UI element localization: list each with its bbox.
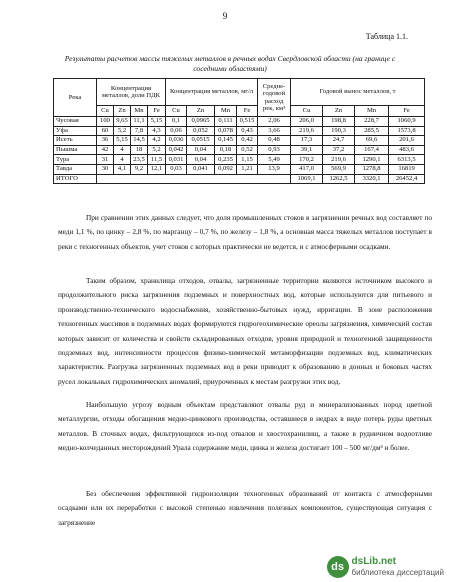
mg-cell: 0,092 [215,164,237,174]
pdk-cell: 11,1 [131,117,148,127]
dslib-logo-icon: ds [327,556,349,578]
annual-cell: 1573,8 [389,126,425,136]
watermark-subtitle: библиотека диссертаций [351,568,444,577]
annual-cell: 24,7 [323,136,355,146]
header-annual: Годовой вынос металлов, т [291,79,425,106]
header-pdk-zn: Zn [114,106,131,117]
annual-cell: 190,3 [323,126,355,136]
mg-cell: 0,04 [187,145,215,155]
flow-cell: 2,06 [258,117,291,127]
mg-cell: 0,06 [166,126,187,136]
table-caption: Результаты расчетов массы тяжелых металлов в речных водах Свердловской области (на границе с соседними областями) [64,54,396,73]
watermark-text [352,556,444,578]
river-cell: Уфа [54,126,97,136]
annual-cell: 417,0 [291,164,323,174]
header-pdk-cu: Cu [97,106,114,117]
annual-cell: 39,1 [291,145,323,155]
annual-cell: 206,0 [291,117,323,127]
mg-cell: 0,042 [166,145,187,155]
annual-cell: 228,7 [355,117,389,127]
table-total-row [54,174,425,184]
table-row [54,164,425,174]
river-cell: Пышма [54,145,97,155]
annual-cell: 219,6 [291,126,323,136]
annual-cell: 285,5 [355,126,389,136]
pdk-cell: 4 [114,145,131,155]
pdk-cell: 9,2 [131,164,148,174]
pdk-cell: 7,8 [131,126,148,136]
table-row [54,136,425,146]
mg-cell: 0,052 [187,126,215,136]
pdk-cell: 5,2 [114,126,131,136]
mg-cell: 0,078 [215,126,237,136]
mg-cell: 0,18 [215,145,237,155]
pdk-cell: 4,2 [148,136,166,146]
paragraph-3: Наибольшую угрозу водным объектам представляют отвалы руд и минерализованных пород цветной металлургии, отходы обогащения медно-цинкового производства, оставшиеся в недрах в виде потерь руды цветных металлов. В сточных водах, фильтрующихся из-под отвалов и хвостохранилищ, а также в рудничном водоотливе медно-колчеданных месторождений Урала содержание меди, цинка и железа достигает 100 – 500 мг/дм³ и более. [58,400,432,453]
table-label: Таблица 1.1. [365,32,408,41]
pdk-cell: 11,5 [148,155,166,165]
mg-cell: 0,0515 [187,136,215,146]
mg-cell: 0,43 [237,126,258,136]
pdk-cell: 100 [97,117,114,127]
annual-cell: 17,3 [291,136,323,146]
header-mg-zn: Zn [187,106,215,117]
header-mg-cu: Cu [166,106,187,117]
mg-cell: 1,15 [237,155,258,165]
header-river: Река [54,79,97,117]
paragraph-4: Без обеспечения эффективной гидроизоляции техногенных образований от контакта с атмосферными осадками или их переработки с высокой степенью извлечения полезных компонентов, существующая ситуация с загрязнение [58,489,432,527]
body-paragraph [58,398,432,456]
header-annual-mn: Mn [355,106,389,117]
dslib-watermark[interactable] [327,556,444,578]
annual-cell: 37,2 [323,145,355,155]
metals-table [53,78,425,184]
mg-cell: 0,03 [166,164,187,174]
header-conc-pdk: Концентрация металлов, доли ПДК [97,79,166,106]
mg-cell: 0,04 [187,155,215,165]
annual-cell: 69,6 [355,136,389,146]
mg-cell: 0,031 [166,155,187,165]
pdk-cell: 12,1 [148,164,166,174]
pdk-cell: 4,3 [148,126,166,136]
pdk-cell: 23,5 [131,155,148,165]
header-pdk-mn: Mn [131,106,148,117]
total-spacer [97,174,291,184]
annual-cell: 219,6 [323,155,355,165]
annual-cell: 569,9 [323,164,355,174]
pdk-cell: 42 [97,145,114,155]
mg-cell: 0,515 [237,117,258,127]
total-cell: 26452,4 [389,174,425,184]
body-paragraph [58,487,432,530]
page-number: 9 [222,11,228,21]
pdk-cell: 4,1 [114,164,131,174]
mg-cell: 1,21 [237,164,258,174]
mg-cell: 0,0965 [187,117,215,127]
flow-cell: 0,48 [258,136,291,146]
flow-cell: 0,93 [258,145,291,155]
annual-cell: 198,8 [323,117,355,127]
annual-cell: 170,2 [291,155,323,165]
mg-cell: 0,145 [215,136,237,146]
annual-cell: 483,6 [389,145,425,155]
annual-cell: 201,6 [389,136,425,146]
header-pdk-fe: Fe [148,106,166,117]
river-cell: Исеть [54,136,97,146]
mg-cell: 0,041 [187,164,215,174]
river-cell: Тавда [54,164,97,174]
watermark-brand: dsLib.net [351,556,396,567]
total-cell: 1262,5 [323,174,355,184]
pdk-cell: 5,15 [114,136,131,146]
flow-cell: 13,9 [258,164,291,174]
header-conc-mg: Концентрация металлов, мг/л [166,79,258,106]
pdk-cell: 5,15 [148,117,166,127]
header-mg-fe: Fe [237,106,258,117]
table-row [54,126,425,136]
annual-cell: 1278,8 [355,164,389,174]
header-mg-mn: Mn [215,106,237,117]
mg-cell: 0,42 [237,136,258,146]
pdk-cell: 31 [97,155,114,165]
table-row [54,117,425,127]
pdk-cell: 18 [131,145,148,155]
pdk-cell: 5,2 [148,145,166,155]
table-row [54,145,425,155]
annual-cell: 16819 [389,164,425,174]
header-annual-cu: Cu [291,106,323,117]
pdk-cell: 36 [97,136,114,146]
mg-cell: 0,036 [166,136,187,146]
body-paragraph [58,274,432,389]
river-cell: Тура [54,155,97,165]
flow-cell: 3,66 [258,126,291,136]
annual-cell: 167,4 [355,145,389,155]
table-row [54,155,425,165]
total-cell: 3320,1 [355,174,389,184]
total-cell: 1069,1 [291,174,323,184]
mg-cell: 0,235 [215,155,237,165]
pdk-cell: 4 [114,155,131,165]
body-paragraph [58,211,432,254]
paragraph-1: При сравнении этих данных следует, что доля промышленных стоков в загрязнении речных вод составляет по меди 1,1 %, по цинку – 2,8 %, по марганцу – 0,7 %, по железу – 1,8 %, а основная масса тяжелых металлов поступает в реки с техногенных объектов, учет стоков с которых практически не ведется, и с атмосферными осадками. [58,213,432,251]
mg-cell: 0,1 [166,117,187,127]
mg-cell: 0,111 [215,117,237,127]
pdk-cell: 9,65 [114,117,131,127]
pdk-cell: 14,5 [131,136,148,146]
annual-cell: 1060,9 [389,117,425,127]
mg-cell: 0,52 [237,145,258,155]
annual-cell: 6313,5 [389,155,425,165]
header-annual-zn: Zn [323,106,355,117]
total-label: ИТОГО [54,174,97,184]
pdk-cell: 60 [97,126,114,136]
header-flow: Средне-годовой расход рек, км³ [258,79,291,117]
flow-cell: 5,49 [258,155,291,165]
paragraph-2: Таким образом, хранилища отходов, отвалы, загрязненные территории являются источником высокого и продолжительного риска загрязнения подземных и поверхностных вод, которые используются для питьевого и производственно-технического водоснабжения, хозяйственно-бытовых нужд, ирригации. В зоне расположения техногенных массивов в подземных водах формируются гидрогеохимические ореолы загрязнения, химический состав которых зависит от количества и свойств складированных отходов, уровня природной и техногенной защищенности подземных вод, интенсивности процессов физико-химической метаморфизации подземных вод, климатических характеристик. Разгрузка загрязненных подземных вод в реки приводит к образованию в донных и боковых частях русел локальных гидрохимических аномалий, приуроченных к местам разгрузки этих вод. [58,276,432,386]
header-annual-fe: Fe [389,106,425,117]
pdk-cell: 30 [97,164,114,174]
annual-cell: 1290,1 [355,155,389,165]
river-cell: Чусовая [54,117,97,127]
